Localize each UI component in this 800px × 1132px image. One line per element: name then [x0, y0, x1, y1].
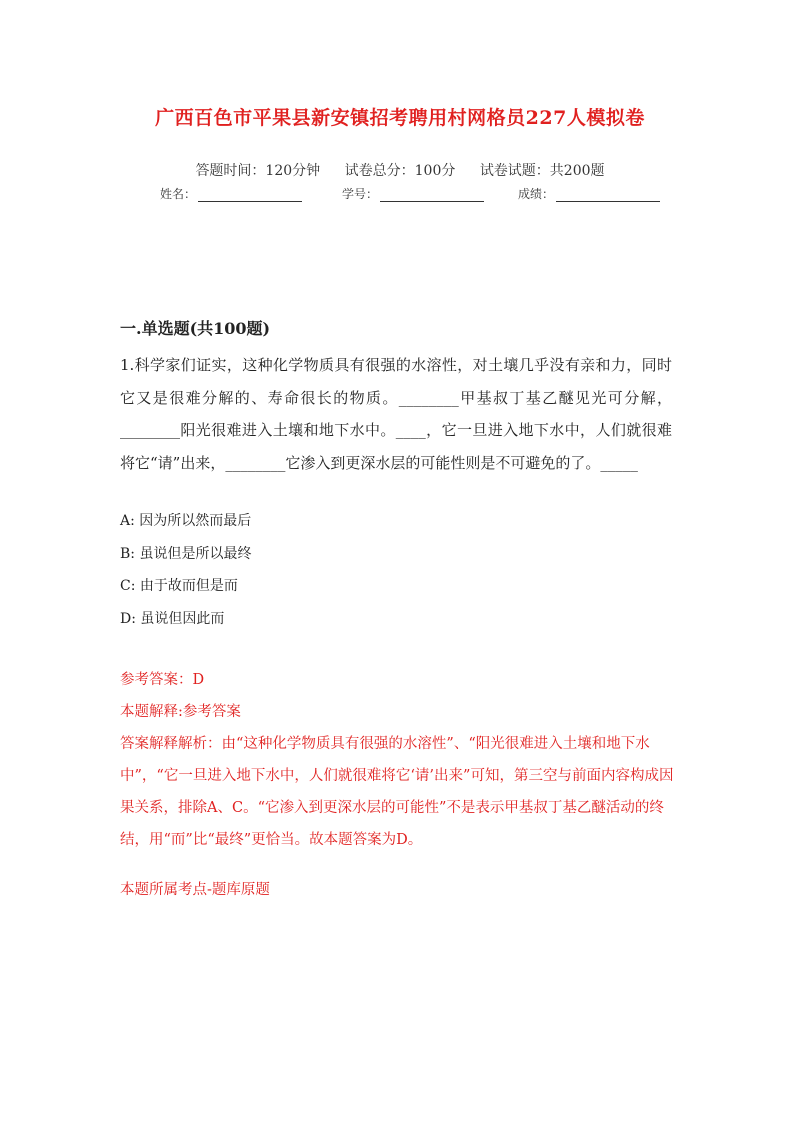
option-list [120, 505, 680, 635]
topic-label: 本题所属考点-题库原题 [120, 882, 270, 898]
student-id-label: 学号： [342, 187, 379, 201]
student-id-field [342, 185, 484, 202]
name-blank-line [198, 189, 302, 202]
question-text: 1.科学家们证实，这种化学物质具有很强的水溶性，对土壤几乎没有亲和力，同时它又是很难分解的、寿命很长的物质。________甲基叔丁基乙醚见光可分解，________阳光很难进入土壤和地下水中。____，它一旦进入地下水中，人们就很难将它“请”出来，________它渗入到更深水层的可能性则是不可避免的了。_____ [120, 356, 672, 472]
exam-total-score: 试卷总分：100分 [344, 163, 456, 179]
exam-title: 广西百色市平果县新安镇招考聘用村网格员227人模拟卷 [155, 107, 645, 129]
student-fields [160, 185, 660, 202]
answer-analysis: 答案解释解析：由“这种化学物质具有很强的水溶性”、“阳光很难进入土壤和地下水中”，“它一旦进入地下水中，人们就很难将它‘请’出来”可知，第三空与前面内容构成因果关系，排除A、C。“它渗入到更深水层的可能性”不是表示甲基叔丁基乙醚活动的终结，用“而”比“最终”更恰当。故本题答案为D。 [120, 736, 674, 848]
exam-time: 答题时间：120分钟 [195, 163, 321, 179]
exam-total-questions: 试卷试题：共200题 [479, 163, 605, 179]
exam-info [0, 160, 800, 180]
option-c: C: 由于故而但是而 [120, 578, 238, 594]
answer-block [120, 664, 676, 906]
student-id-blank-line [380, 189, 484, 202]
option-b: B: 虽说但是所以最终 [120, 545, 252, 562]
name-field [160, 185, 302, 202]
score-blank-line [556, 189, 660, 202]
name-label: 姓名： [160, 187, 197, 201]
reference-answer: 参考答案：D [120, 672, 205, 688]
score-label: 成绩： [518, 187, 555, 201]
spacer [120, 856, 676, 874]
option-d: D: 虽说但因此而 [120, 610, 225, 627]
option-a: A: 因为所以然而最后 [120, 513, 252, 529]
section-heading: 一.单选题(共100题) [120, 319, 271, 338]
score-field [518, 185, 660, 202]
explanation-label: 本题解释:参考答案 [120, 704, 241, 720]
